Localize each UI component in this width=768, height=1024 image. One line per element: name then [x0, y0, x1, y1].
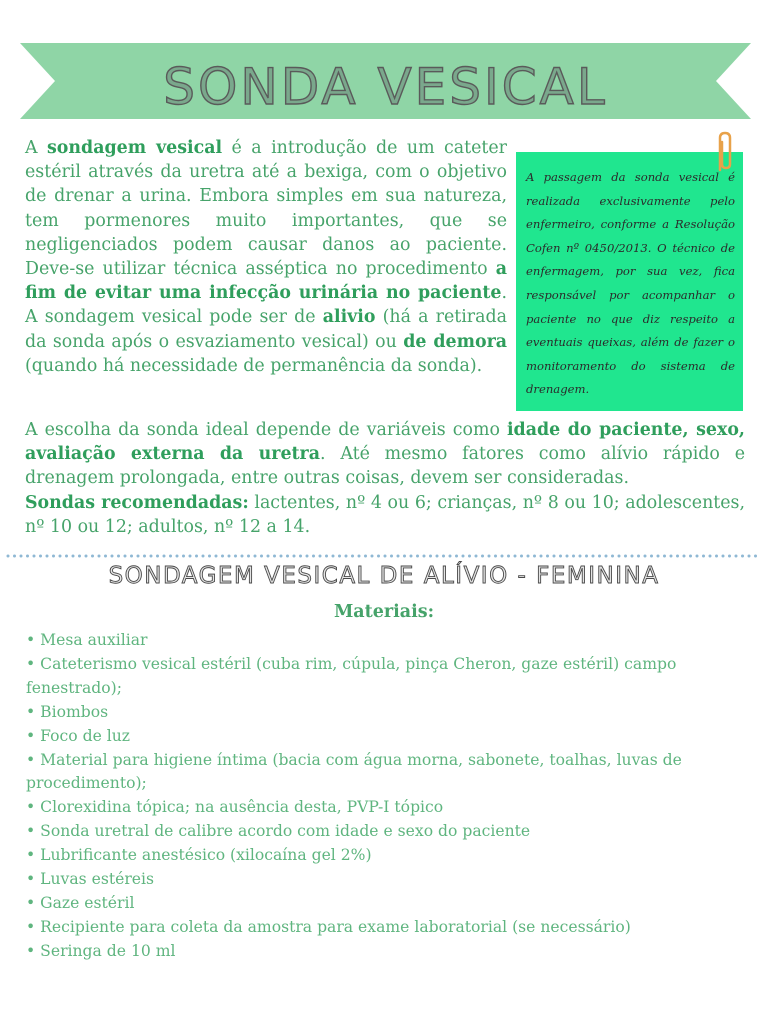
intro-bold: alivio	[322, 307, 376, 328]
dotted-divider	[6, 553, 762, 559]
list-item: • Biombos	[26, 702, 109, 721]
second-bold: Sondas recomendadas:	[25, 492, 249, 513]
intro-bold: sondagem vesical	[47, 138, 223, 158]
title-ribbon	[20, 43, 751, 119]
second-text: lactentes, nº 4 ou 6; crianças, nº 8 ou 10; adolescentes, nº 10 ou 12; adultos, nº 12 a 14.	[25, 492, 745, 537]
list-item: • Mesa auxiliar	[26, 631, 148, 649]
recommended-sizes	[25, 491, 745, 539]
intro-text: é a introdução de um cateter estéril através da uretra até a bexiga, com o objetivo de drenar a urina. Embora simples em sua natureza, tem pormenores muito importantes, que se negligenciados podem causar danos ao paciente. Deve-se utilizar técnica asséptica no procedimento	[25, 138, 507, 280]
list-item: • Cateterismo vesical estéril (cuba rim, cúpula, pinça Cheron, gaze estéril) campo fenestrado);	[26, 654, 677, 697]
list-item: • Recipiente para coleta da amostra para exame laboratorial (se necessário)	[26, 917, 631, 936]
intro-bold: a fim de evitar uma infecção urinária no paciente	[25, 259, 507, 304]
list-item: • Material para higiene íntima (bacia com água morna, sabonete, toalhas, luvas de procedimento);	[26, 750, 682, 793]
materials-heading: Materiais:	[333, 602, 435, 622]
list-item: • Lubrificante anestésico (xilocaína gel 2%)	[26, 846, 372, 865]
list-item: • Gaze estéril	[26, 893, 135, 912]
page-title: SONDA VESICAL	[163, 58, 608, 116]
second-bold: idade do paciente, sexo, avaliação externa da uretra	[25, 420, 745, 465]
list-item: • Clorexidina tópica; na ausência desta, PVP-I tópico	[26, 798, 444, 817]
intro-paragraph	[25, 136, 507, 378]
paperclip-icon	[712, 130, 738, 174]
list-item: • Seringa de 10 ml	[26, 941, 176, 960]
intro-bold: de demora	[403, 331, 508, 352]
section-title: SONDAGEM VESICAL DE ALÍVIO - FEMININA	[108, 563, 660, 589]
intro-text: (quando há necessidade de permanência da sonda).	[25, 355, 483, 376]
materials-list	[26, 629, 686, 964]
list-item: • Luvas estéreis	[26, 870, 155, 889]
note-text: A passagem da sonda vesical é realizada exclusivamente pelo enfermeiro, conforme a Resolução Cofen nº 0450/2013. O técnico de enfermagem, por sua vez, fica responsável por acompanhar o paciente no que diz respeito a eventuais queixas, além de fazer o monitoramento do sistema de drenagem.	[526, 170, 735, 397]
list-item: • Sonda uretral de calibre acordo com idade e sexo do paciente	[26, 822, 531, 841]
second-text: A escolha da sonda ideal depende de variáveis como	[25, 420, 507, 440]
choice-text	[25, 418, 745, 491]
list-item: • Foco de luz	[26, 726, 131, 745]
note-box	[516, 152, 743, 411]
intro-text: . A sondagem vesical pode ser de	[25, 283, 507, 328]
second-text: . Até mesmo fatores como alívio rápido e drenagem prolongada, entre outras coisas, devem ser consideradas.	[25, 444, 746, 489]
intro-text: (há a retirada da sonda após o esvaziamento vesical) ou	[25, 307, 507, 352]
second-paragraph	[25, 418, 745, 539]
intro-text: A	[25, 138, 48, 158]
